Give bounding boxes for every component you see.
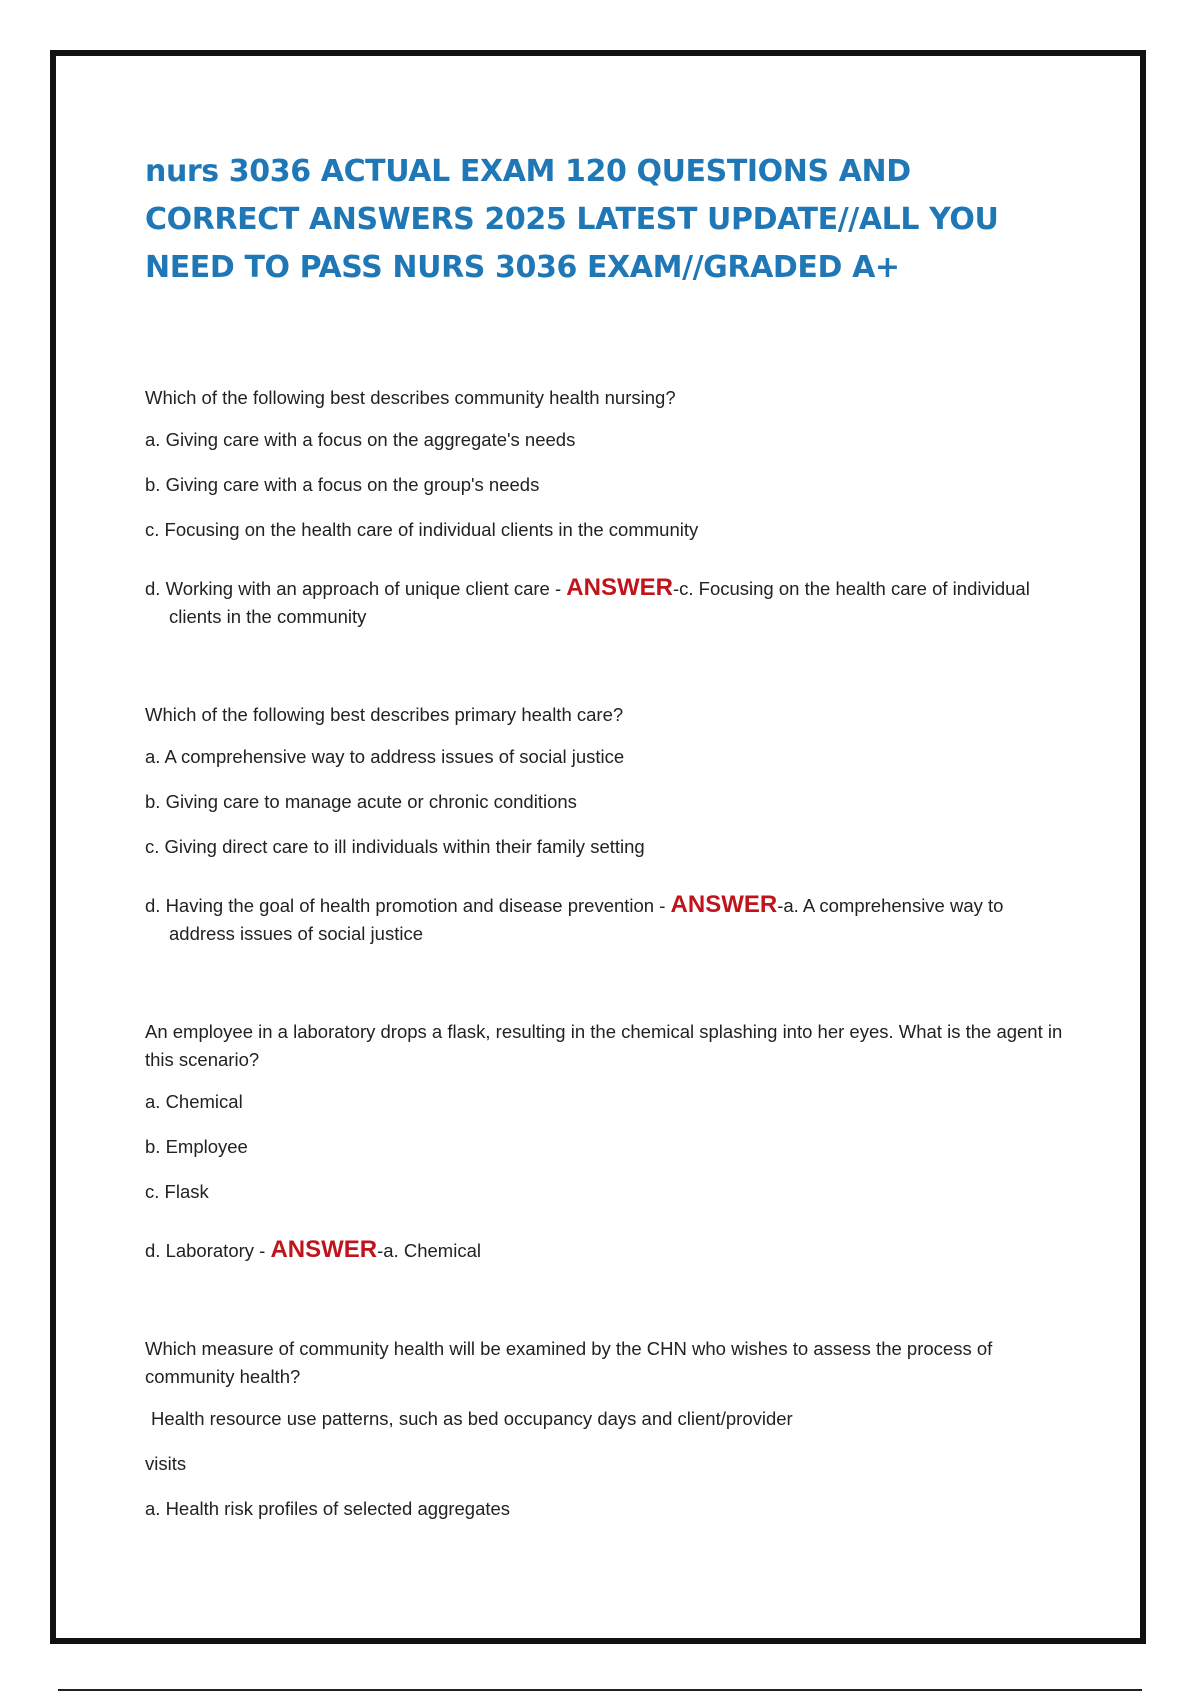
option-d: d. Working with an approach of unique client care - <box>145 578 567 599</box>
option-a: a. Chemical <box>145 1091 243 1112</box>
question-block <box>145 1335 1070 1523</box>
document-body <box>145 148 1070 1593</box>
response-line: Health resource use patterns, such as bed occupancy days and client/provider <box>151 1408 793 1429</box>
option-c: c. Flask <box>145 1181 209 1202</box>
answer-text: -a. Chemical <box>377 1240 481 1261</box>
option-b: b. Giving care with a focus on the group's needs <box>145 474 540 495</box>
option-a: a. A comprehensive way to address issues of social justice <box>145 746 625 767</box>
option-b: b. Employee <box>145 1136 248 1157</box>
question-block <box>145 701 1070 948</box>
document-title: nurs 3036 ACTUAL EXAM 120 QUESTIONS AND CORRECT ANSWERS 2025 LATEST UPDATE//ALL YOU NEED TO PASS NURS 3036 EXAM//GRADED A+ <box>145 154 999 285</box>
answer-label: ANSWER <box>670 891 778 918</box>
answer-text: -a. A comprehensive way to address issues of social justice <box>169 895 1004 944</box>
question-text: An employee in a laboratory drops a flask, resulting in the chemical splashing into her eyes. What is the agent in this scenario? <box>145 1021 1063 1070</box>
option-d: d. Having the goal of health promotion and disease prevention - <box>145 895 671 916</box>
option-c: c. Focusing on the health care of individual clients in the community <box>145 519 699 540</box>
question-text: Which of the following best describes community health nursing? <box>145 387 676 408</box>
answer-label: ANSWER <box>270 1236 378 1263</box>
question-text: Which measure of community health will be examined by the CHN who wishes to assess the process of community health? <box>145 1338 993 1387</box>
question-block <box>145 1018 1070 1265</box>
option-d-with-answer <box>145 891 1070 948</box>
answer-text: -c. Focusing on the health care of individual clients in the community <box>169 578 1030 627</box>
response-line-continued: visits <box>145 1453 187 1474</box>
answer-label: ANSWER <box>566 574 673 601</box>
option-d: d. Laboratory - <box>145 1240 271 1261</box>
bottom-rule <box>58 1689 1142 1691</box>
question-text: Which of the following best describes primary health care? <box>145 704 624 725</box>
option-a: a. Health risk profiles of selected aggregates <box>145 1498 511 1519</box>
option-d-with-answer <box>145 1236 1070 1265</box>
option-c: c. Giving direct care to ill individuals within their family setting <box>145 836 645 857</box>
option-d-with-answer <box>145 574 1070 631</box>
option-a: a. Giving care with a focus on the aggregate's needs <box>145 429 576 450</box>
option-b: b. Giving care to manage acute or chronic conditions <box>145 791 577 812</box>
question-block <box>145 384 1070 631</box>
